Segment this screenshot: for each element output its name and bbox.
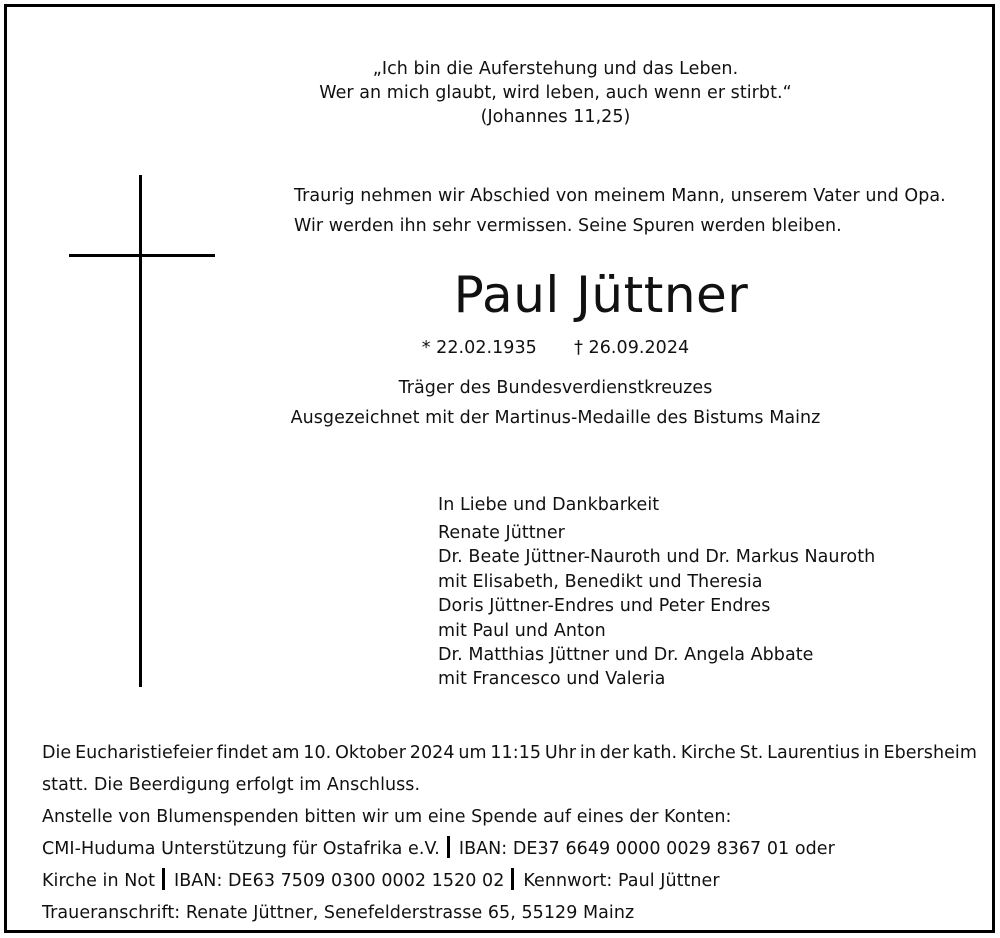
service-info [42, 737, 977, 929]
service-line-1-word: Die [42, 743, 72, 763]
separator-bar [447, 836, 450, 858]
quote-reference: (Johannes 11,25) [480, 107, 631, 127]
service-line-1-word: St. [739, 743, 764, 763]
service-line-1-word: in [579, 743, 596, 763]
bible-quote [7, 57, 1000, 129]
obituary-frame [4, 4, 995, 933]
quote-line-2: Wer an mich glaubt, wird leben, auch wenn er stirbt.“ [319, 83, 792, 103]
family-member: mit Elisabeth, Benedikt und Theresia [438, 571, 763, 592]
service-line-1-word: Uhr [544, 743, 577, 763]
service-line-1-word: 10. [303, 743, 332, 763]
account-1-name: CMI-Huduma Unterstützung für Ostafrika e.V. [42, 839, 440, 859]
service-line-1-word: findet [216, 743, 268, 763]
service-line-1-word: Kirche [680, 743, 736, 763]
honor-1: Träger des Bundesverdienstkreuzes [398, 378, 713, 398]
family-member: Dr. Beate Jüttner-Nauroth und Dr. Markus Nauroth [438, 547, 876, 568]
service-line-1-word: am [271, 743, 300, 763]
family-list [438, 489, 875, 692]
service-line-1-word: in [863, 743, 880, 763]
deceased-name: Paul Jüttner [453, 266, 749, 324]
account-1-iban: IBAN: DE37 6649 0000 0029 8367 01 oder [458, 839, 835, 859]
family-member: Doris Jüttner-Endres und Peter Endres [438, 596, 771, 617]
intro-line-2: Wir werden ihn sehr vermissen. Seine Spuren werden bleiben. [294, 216, 842, 236]
intro-line-1: Traurig nehmen wir Abschied von meinem Mann, unserem Vater und Opa. [294, 186, 946, 206]
mourning-address: Traueranschrift: Renate Jüttner, Senefelderstrasse 65, 55129 Mainz [42, 903, 635, 923]
account-1 [42, 833, 977, 865]
service-line-2: statt. Die Beerdigung erfolgt im Anschluss. [42, 775, 421, 795]
service-line-1-word: Eucharistiefeier [75, 743, 213, 763]
death-date: † 26.09.2024 [574, 338, 690, 358]
separator-bar [511, 868, 514, 890]
intro-text [294, 181, 946, 241]
donation-intro: Anstelle von Blumenspenden bitten wir um eine Spende auf eines der Konten: [42, 807, 732, 827]
family-member: mit Paul und Anton [438, 620, 606, 641]
quote-line-1: „Ich bin die Auferstehung und das Leben. [372, 59, 739, 79]
family-member: Renate Jüttner [438, 523, 565, 543]
service-line-1-word: 2024 [409, 743, 455, 763]
service-line-1-word: um [458, 743, 487, 763]
account-2 [42, 865, 977, 897]
family-member: mit Francesco und Valeria [438, 669, 666, 690]
honor-2: Ausgezeichnet mit der Martinus-Medaille des Bistums Mainz [290, 408, 821, 428]
honors [7, 373, 1000, 433]
service-line-1-word: kath. [632, 743, 678, 763]
account-2-name: Kirche in Not [42, 871, 156, 891]
family-member: Dr. Matthias Jüttner und Dr. Angela Abbate [438, 644, 814, 665]
service-line-1-word: der [599, 743, 629, 763]
account-2-iban: IBAN: DE63 7509 0300 0002 1520 02 [174, 871, 505, 891]
cross-icon-beam [69, 254, 215, 257]
separator-bar [162, 868, 165, 890]
service-line-1-word: Ebersheim [883, 743, 977, 763]
life-dates [7, 336, 1000, 360]
service-line-1 [42, 737, 977, 769]
family-heading: In Liebe und Dankbarkeit [438, 495, 660, 515]
service-line-1-word: 11:15 [490, 743, 542, 763]
birth-date: * 22.02.1935 [421, 338, 537, 358]
service-line-1-word: Laurentius [767, 743, 860, 763]
account-2-keyword: Kennwort: Paul Jüttner [523, 871, 720, 891]
service-line-1-word: Oktober [335, 743, 406, 763]
